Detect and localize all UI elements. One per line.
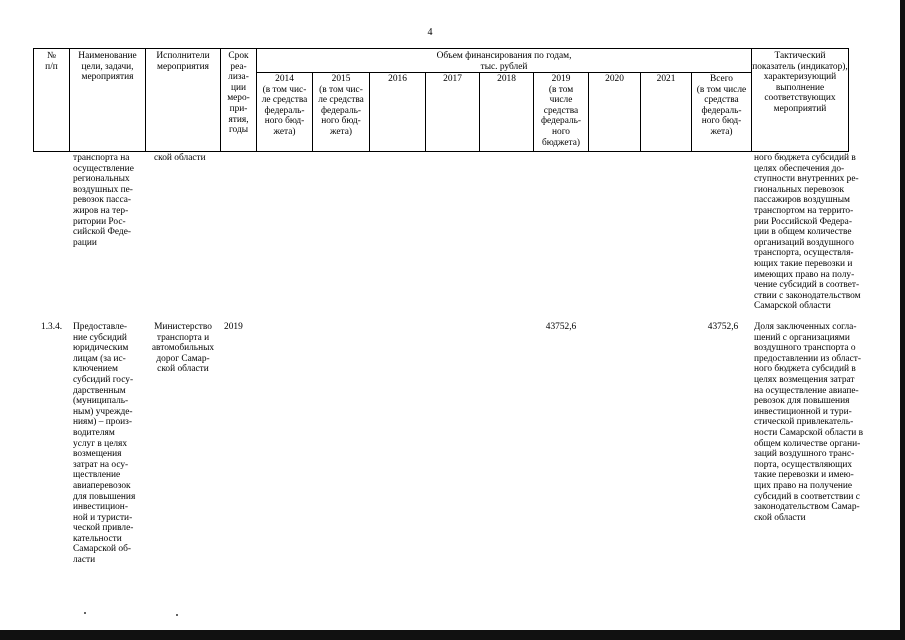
header-year-2016: 2016	[388, 74, 407, 84]
header-executors: Исполнители мероприятия	[156, 51, 210, 72]
header-year-2018: 2018	[497, 74, 516, 84]
scan-edge-bottom	[0, 630, 905, 640]
header-year-2017: 2017	[443, 74, 462, 84]
row-value-total: 43752,6	[707, 322, 739, 332]
header-num: № п/п	[45, 51, 58, 72]
header-year-2021: 2021	[656, 74, 676, 84]
row-term: 2019	[224, 322, 243, 332]
header-year-2020: 2020	[605, 74, 624, 84]
header-term: Срок реа- лиза- ции меро- при- ятия, годы	[227, 51, 250, 136]
header-year-2015: 2015 (в том чис- ле средства федераль- ного бюд- жета)	[318, 74, 364, 137]
scan-speck	[176, 614, 178, 616]
header-indicator: Тактический показатель (индикатор), характеризующий выполнение соответствующих мероприятий	[752, 51, 848, 114]
row-executors: ской области	[154, 153, 206, 163]
scan-edge-right	[900, 0, 905, 640]
row-executors: Министерство транспорта и автомобильных дорог Самар- ской области	[151, 322, 215, 375]
row-indicator: ного бюджета субсидий в целях обеспечения до- ступности внутренних ре- гиональных перевозок пассажиров воздушным транспортом на террито- рии Российской Федера- ции в общем количестве организаций воздушного транспорта, осуществля- ющих такие перевозки и имеющих право на полу- чение субсидий в соответ- ствии с законодательством Самарской области	[754, 153, 861, 312]
row-goal: Предоставле- ние субсидий юридическим лицам (за ис- ключением субсидий госу- дарственным (муниципаль- ным) учрежде- ниям) – произ- водителям услуг в целях возмещения затрат на осу- ществление авиаперевозок для повышения инвестицион- ной и туристи- ческой привле- кательности Самарской об- ласти	[73, 322, 136, 566]
scan-speck	[84, 612, 86, 614]
row-goal: транспорта на осуществление региональных воздушных пе- ревозок пасса- жиров на тер- ритории Рос- сийской Феде- рации	[73, 153, 134, 248]
row-indicator: Доля заключенных согла- шений с организациями воздушного транспорта о предоставлении из област- ного бюджета субсидий в целях возмещения затрат на осуществление авиапе- ревозок для повышения инвестиционной и тури- стической привлекатель- ности Самарской области в общем количестве органи- заций воздушного транс- порта, осуществляющих такие перевозки и имею- щих право на получение субсидий в соответствии с законодательством Самар- ской области	[754, 322, 864, 523]
row-value-2019: 43752,6	[545, 322, 577, 332]
header-financing: Объем финансирования по годам, тыс. рублей	[436, 51, 572, 72]
header-year-2019: 2019 (в том числе средства федераль- ного бюджета)	[540, 74, 582, 148]
header-goal: Наименование цели, задачи, мероприятия	[78, 51, 137, 83]
header-year-2014: 2014 (в том чис- ле средства федераль- ного бюд- жета)	[261, 74, 308, 137]
row-num: 1.3.4.	[41, 322, 63, 332]
header-total: Всего (в том числе средства федераль- ного бюд- жета)	[696, 74, 747, 137]
page-number: 4	[427, 27, 433, 38]
